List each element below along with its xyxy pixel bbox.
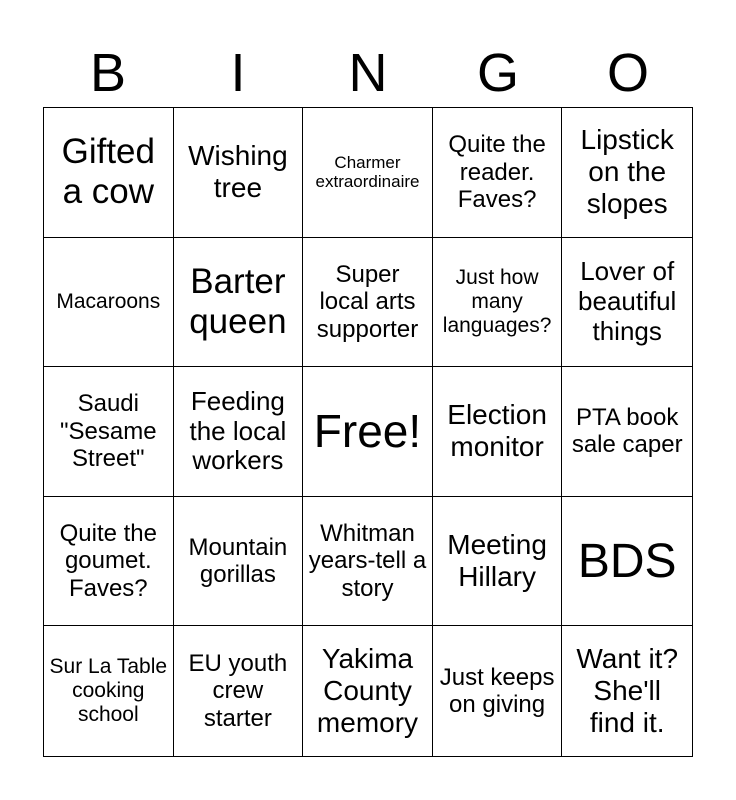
bingo-cell[interactable]: Want it? She'll find it. [576,642,679,739]
bingo-cell[interactable]: Super local arts supporter [303,238,433,368]
free-space-cell[interactable]: Free! [303,367,433,497]
bingo-cell[interactable]: Election monitor [433,367,563,497]
bingo-cell[interactable]: Barter queen [174,238,304,368]
bingo-cell[interactable]: BDS [562,497,692,627]
bingo-cell[interactable]: Wishing tree [174,108,304,238]
bingo-cell[interactable]: Just how many languages? [433,238,563,368]
bingo-cell[interactable]: PTA book sale caper [562,367,692,497]
bingo-cell[interactable]: Saudi "Sesame Street" [44,367,174,497]
bingo-cell[interactable]: Gifted a cow [44,108,174,238]
bingo-cell[interactable]: Yakima County memory [303,626,433,756]
bingo-header [43,38,693,108]
bingo-cell[interactable]: Quite the reader. Faves? [433,108,563,238]
bingo-cell[interactable]: Mountain gorillas [174,497,304,627]
header-letter-n: N [348,43,388,103]
bingo-board [43,107,693,757]
bingo-cell[interactable]: Meeting Hillary [433,497,563,627]
bingo-cell[interactable]: Lover of beautiful things [562,238,692,368]
bingo-cell[interactable]: Quite the goumet. Faves? [44,497,174,627]
bingo-cell[interactable]: Just keeps on giving [433,626,563,756]
bingo-cell[interactable]: Macaroons [44,238,174,368]
header-letter-g: G [476,43,519,103]
header-letter-i: I [230,43,246,103]
bingo-cell[interactable]: EU youth crew starter [174,626,304,756]
bingo-cell[interactable]: Sur La Table cooking school [44,626,174,756]
header-letter-b: B [89,43,127,103]
bingo-cell[interactable]: Whitman years-tell a story [303,497,433,627]
header-letter-o: O [606,43,649,103]
bingo-cell[interactable]: Lipstick on the slopes [562,108,692,238]
bingo-cell[interactable]: Feeding the local workers [174,367,304,497]
bingo-cell[interactable]: Charmer extraordinaire [303,108,433,238]
